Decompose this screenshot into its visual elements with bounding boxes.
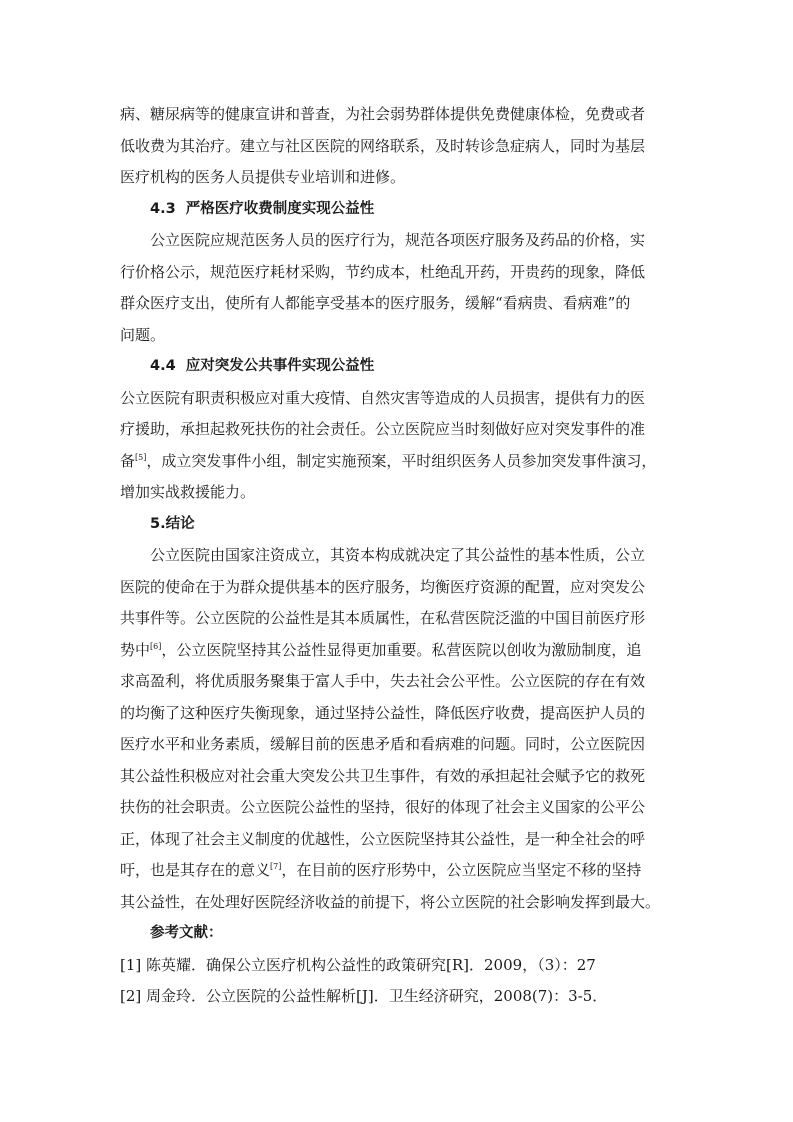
section-heading-5: 5.结论	[150, 515, 195, 532]
text-run: ，在目前的医疗形势中，公立医院应当坚定不移的坚持	[281, 861, 642, 879]
reference-item: [2] 周金玲．公立医院的公益性解析[J]．卫生经济研究，2008(7)：3-5．	[120, 987, 608, 1005]
section-heading-4-3	[120, 194, 678, 226]
paragraph-line: 行价格公示，规范医疗耗材采购，节约成本，杜绝乱开药，开贵药的现象，降低	[120, 262, 646, 281]
paragraph-line: 其公益性积极应对社会重大突发公共卫生事件，有效的承担起社会赋予它的救死	[120, 766, 646, 785]
citation-5: [5]	[135, 452, 147, 462]
section-number: 4.4	[150, 358, 176, 374]
paragraph-line: 的均衡了这种医疗失衡现象，通过坚持公益性，降低医疗收费，提高医护人员的	[120, 703, 646, 722]
paragraph-line: 问题。	[120, 325, 166, 344]
paragraph-line	[120, 446, 678, 478]
paragraph-line: 其公益性，在处理好医院经济收益的前提下，将公立医院的社会影响发挥到最大。	[120, 892, 661, 911]
reference-item: [1] 陈英耀．确保公立医疗机构公益性的政策研究[R]．2009，（3）：27	[120, 955, 596, 974]
paragraph-line: 求高盈利，将优质服务聚集于富人手中，失去社会公平性。公立医院的存在有效	[120, 672, 646, 690]
paragraph-line	[120, 635, 678, 667]
paragraph-line: 扶伤的社会职责。公立医院公益性的坚持，很好的体现了社会主义国家的公平公	[120, 798, 646, 816]
references-heading: 参考文献：	[150, 925, 223, 941]
section-title: 严格医疗收费制度实现公益性	[185, 200, 375, 217]
paragraph-line: 公立医院应规范医务人员的医疗行为，规范各项医疗服务及药品的价格，实	[150, 231, 646, 249]
section-heading-4-4	[120, 351, 678, 383]
citation-6: [6]	[150, 641, 162, 651]
paragraph-line	[120, 855, 678, 887]
paragraph-line: 增加实战救援能力。	[120, 483, 256, 501]
paragraph-line: 公立医院由国家注资成立，其资本构成就决定了其公益性的基本性质，公立	[150, 546, 646, 564]
paragraph-line: 共事件等。公立医院的公益性是其本质属性，在私营医院泛滥的中国目前医疗形	[120, 609, 646, 627]
text-run: ，公立医院坚持其公益性显得更加重要。私营医院以创收为激励制度，追	[161, 640, 642, 659]
text-run: ，成立突发事件小组，制定实施预案，平时组织医务人员参加突发事件演习，	[146, 451, 657, 470]
paragraph-line: 公立医院有职责积极应对重大疫情、自然灾害等造成的人员损害，提供有力的医	[120, 388, 646, 407]
section-number: 4.3	[150, 200, 176, 217]
text-run: 吁，也是其存在的意义	[120, 861, 271, 879]
document-body	[120, 99, 678, 1013]
text-run: 势中	[120, 640, 151, 659]
citation-7: [7]	[270, 862, 282, 871]
text-run: 备	[120, 451, 136, 470]
paragraph-line: 正，体现了社会主义制度的优越性，公立医院坚持其公益性，是一种全社会的呼	[120, 829, 646, 848]
section-title: 应对突发公共事件实现公益性	[185, 358, 375, 374]
paragraph-line: 低收费为其治疗。建立与社区医院的网络联系，及时转诊急症病人，同时为基层	[120, 136, 646, 155]
paragraph-line: 疗援助，承担起救死扶伤的社会责任。公立医院应当时刻做好应对突发事件的准	[120, 420, 646, 438]
paragraph-line: 医疗机构的医务人员提供专业培训和进修。	[120, 168, 406, 186]
paragraph-line: 群众医疗支出，使所有人都能享受基本的医疗服务，缓解“看病贵、看病难”的	[120, 294, 631, 312]
paragraph-line: 病、糖尿病等的健康宣讲和普查，为社会弱势群体提供免费健康体检，免费或者	[120, 105, 646, 123]
paragraph-line: 医院的使命在于为群众提供基本的医疗服务，均衡医疗资源的配置，应对突发公	[120, 577, 646, 596]
paragraph-line: 医疗水平和业务素质，缓解目前的医患矛盾和看病难的问题。同时，公立医院因	[120, 735, 646, 753]
